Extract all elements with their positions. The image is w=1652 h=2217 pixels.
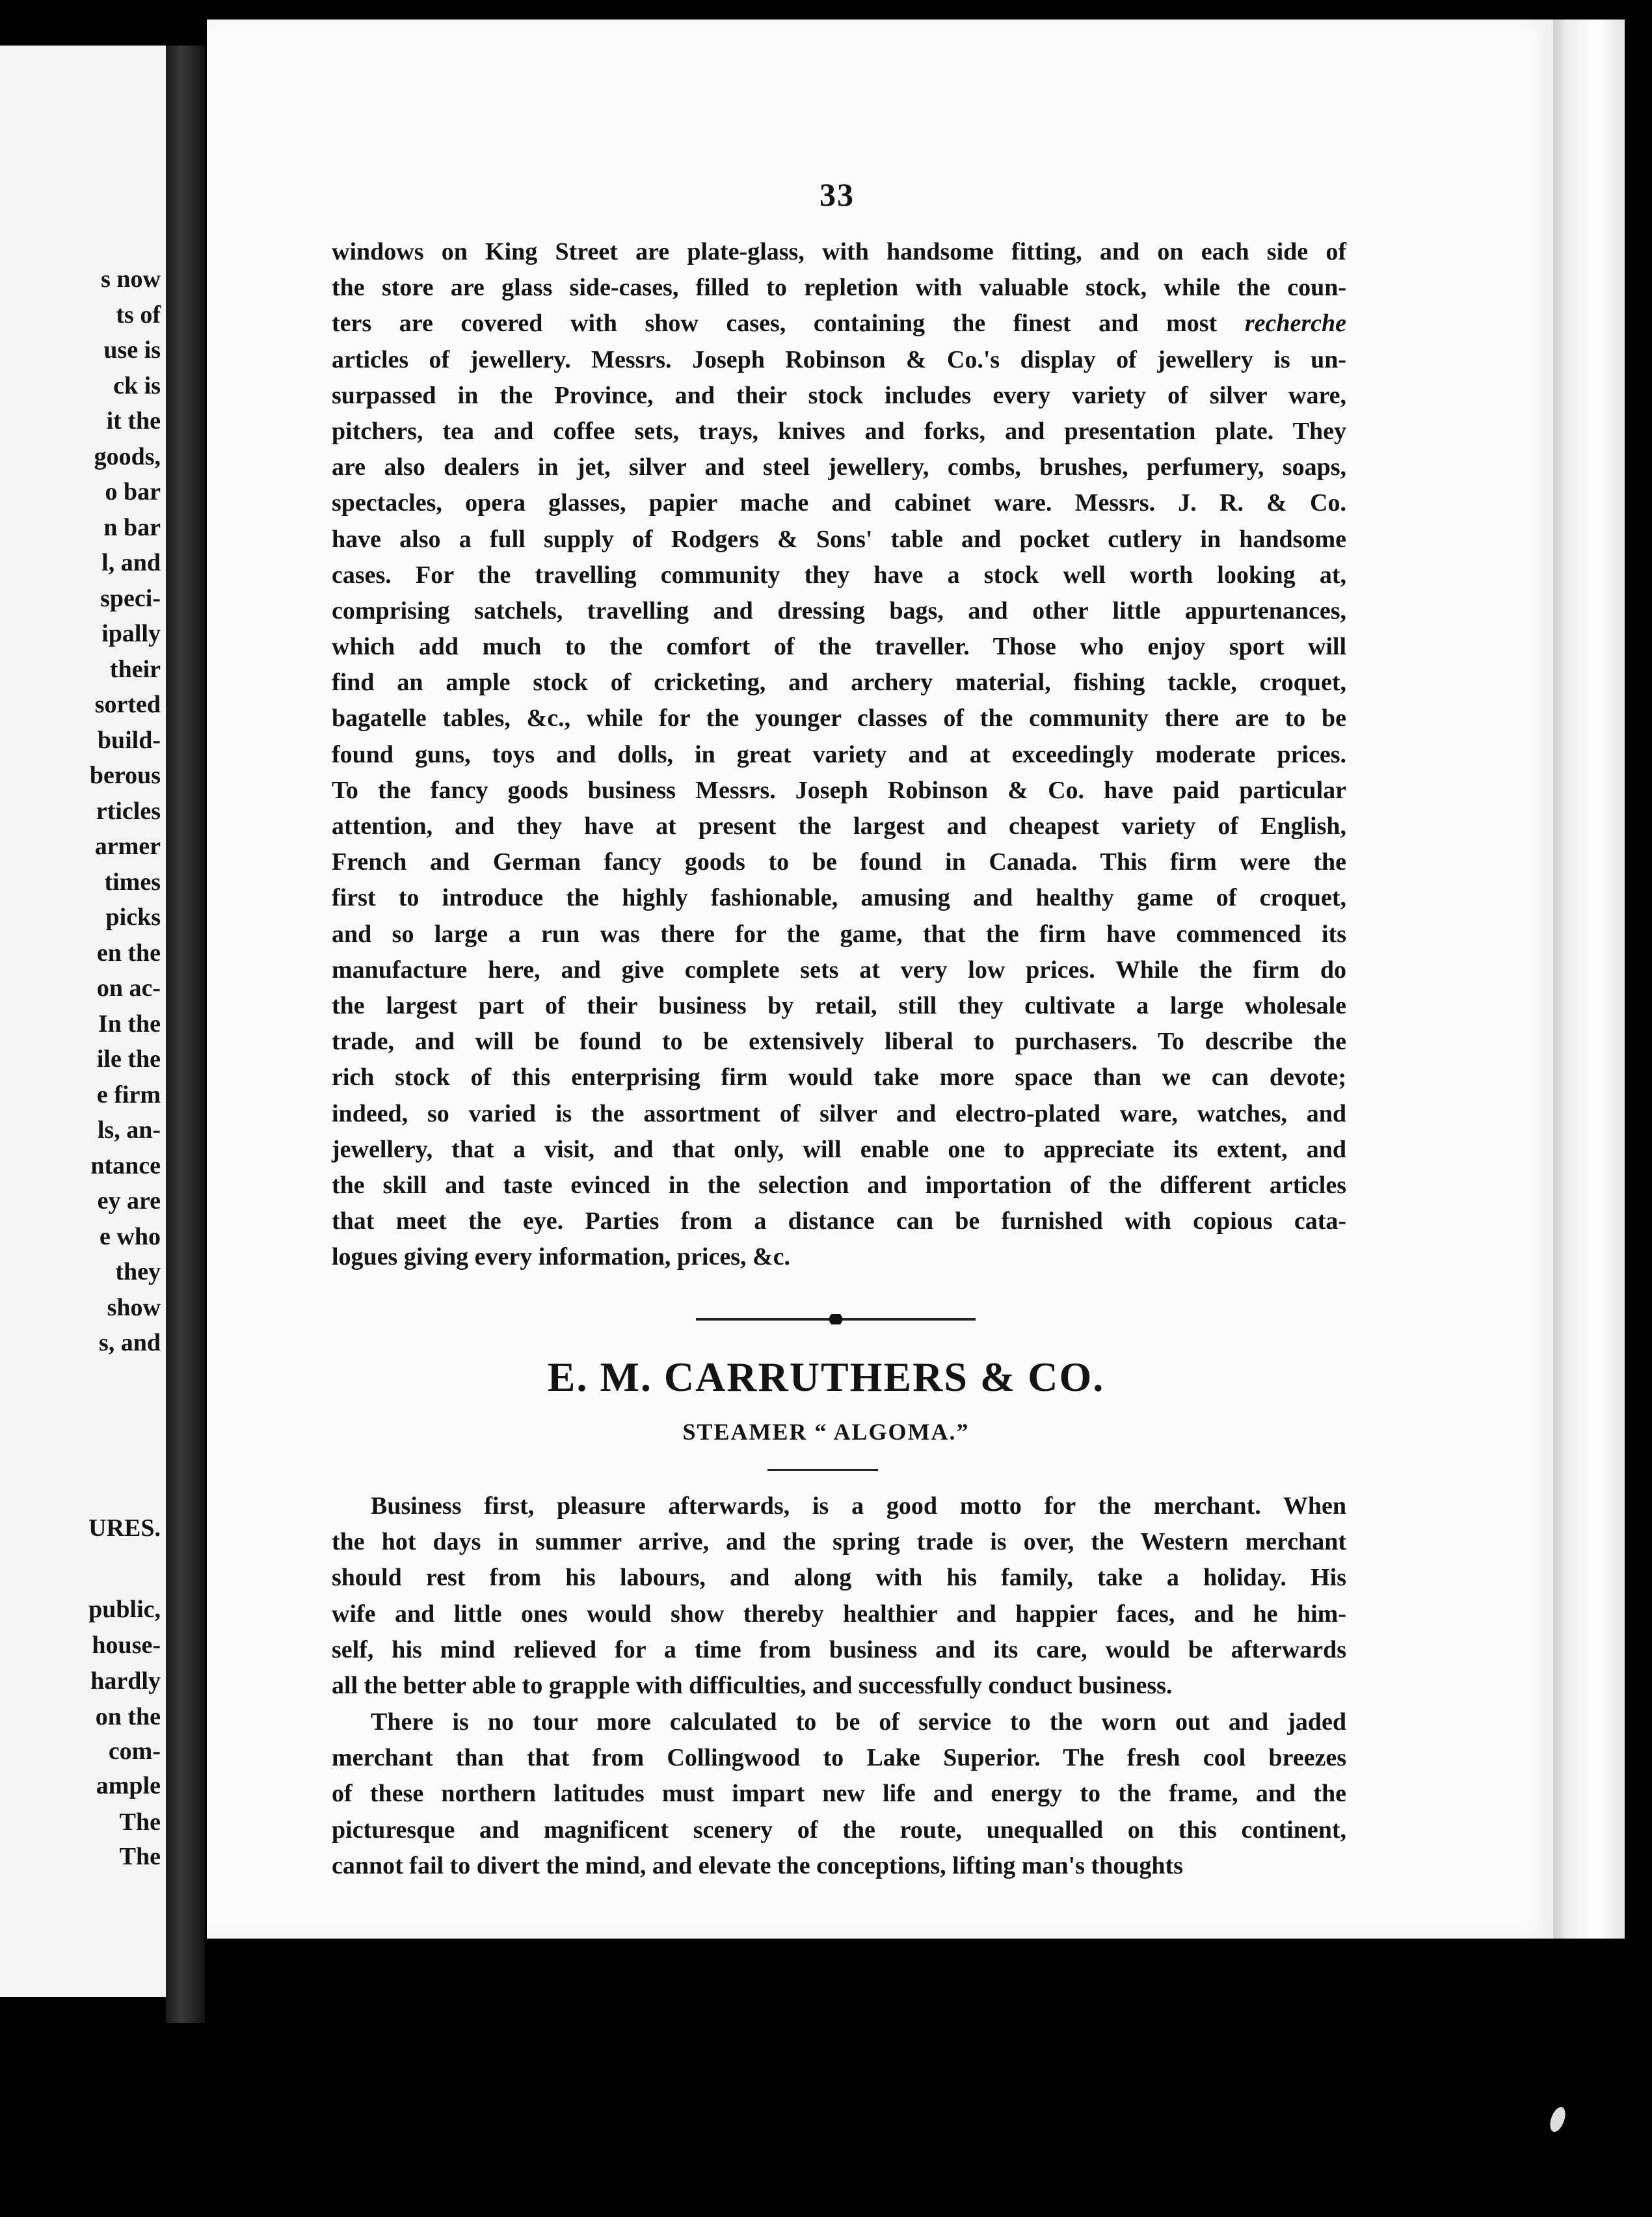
- text-line: ters are covered with show cases, containing the finest and most recherche: [332, 310, 1346, 338]
- left-page-line: ls, an-: [97, 1116, 161, 1144]
- left-page-line: berous: [89, 762, 161, 789]
- text-line: comprising satchels, travelling and dressing bags, and other little appurtenances,: [332, 597, 1346, 625]
- left-page-line: sorted: [94, 691, 161, 718]
- left-page-line: l, and: [101, 549, 161, 576]
- text-line: and so large a run was there for the game, that the firm have commenced its: [332, 920, 1346, 948]
- left-page-line: house-: [92, 1632, 161, 1659]
- left-page-line: ample: [96, 1772, 161, 1799]
- left-page-line: URES.: [88, 1514, 161, 1542]
- left-page-line: com-: [108, 1738, 161, 1765]
- text-line: picturesque and magnificent scenery of the route, unequalled on this continent,: [332, 1816, 1346, 1844]
- text-line: attention, and they have at present the largest and cheapest variety of English,: [332, 813, 1346, 840]
- left-page-line: build-: [97, 726, 161, 754]
- text-line: rich stock of this enterprising firm would take more space than we can devote;: [332, 1064, 1346, 1092]
- text-line: trade, and will be found to be extensively liberal to purchasers. To describe the: [332, 1028, 1346, 1056]
- left-page-line: their: [109, 655, 161, 683]
- ornamental-divider: [696, 1318, 976, 1321]
- left-page-line: s, and: [98, 1329, 161, 1356]
- text-line: have also a full supply of Rodgers & Sons' table and pocket cutlery in handsome: [332, 525, 1346, 553]
- left-page-line: ile the: [96, 1045, 161, 1073]
- page-number: 33: [819, 176, 855, 213]
- text-line: French and German fancy goods to be found in Canada. This firm were the: [332, 848, 1346, 876]
- text-line: manufacture here, and give complete sets at very low prices. While the firm do: [332, 956, 1346, 984]
- text-line: found guns, toys and dolls, in great variety and at exceedingly moderate prices.: [332, 740, 1346, 768]
- text-line: the hot days in summer arrive, and the spring trade is over, the Western merchant: [332, 1528, 1346, 1556]
- text-line: find an ample stock of cricketing, and archery material, fishing tackle, croquet,: [332, 669, 1346, 697]
- left-page-line: ts of: [116, 301, 161, 329]
- text-line: all the better able to grapple with difficulties, and successfully conduct business.: [332, 1671, 1173, 1699]
- left-page-line: hardly: [90, 1667, 161, 1695]
- page-edge: [1553, 20, 1625, 1939]
- left-page-line: ipally: [101, 620, 161, 647]
- left-page-line: rticles: [96, 797, 161, 825]
- section-title: E. M. CARRUTHERS & CO.: [547, 1354, 1105, 1400]
- left-page-line: n bar: [103, 513, 161, 541]
- paragraph-business-first: [332, 1488, 1346, 1704]
- section-subtitle: STEAMER “ ALGOMA.”: [682, 1419, 970, 1445]
- paragraph-tour: [332, 1704, 1346, 1884]
- text-line: the store are glass side-cases, filled to repletion with valuable stock, while the coun-: [332, 274, 1346, 302]
- left-page-line: o bar: [105, 478, 161, 505]
- left-page-line: on the: [95, 1703, 161, 1730]
- text-line: which add much to the comfort of the traveller. Those who enjoy sport will: [332, 633, 1346, 661]
- left-page-line: public,: [88, 1596, 161, 1623]
- left-page-line: e firm: [96, 1081, 161, 1108]
- text-line: spectacles, opera glasses, papier mache and cabinet ware. Messrs. J. R. & Co.: [332, 489, 1346, 517]
- paper-speck: [1547, 2105, 1568, 2134]
- left-facing-page: [0, 46, 166, 1997]
- text-line: bagatelle tables, &c., while for the younger classes of the community there are to be: [332, 705, 1346, 732]
- text-line: windows on King Street are plate-glass, with handsome fitting, and on each side of: [332, 238, 1346, 265]
- text-line: merchant than that from Collingwood to Lake Superior. The fresh cool breezes: [332, 1744, 1346, 1772]
- left-page-line: times: [104, 868, 161, 896]
- text-line: articles of jewellery. Messrs. Joseph Robinson & Co.'s display of jewellery is un-: [332, 345, 1346, 373]
- left-page-line: The: [119, 1843, 161, 1870]
- left-page-line: en the: [96, 939, 161, 967]
- text-line: self, his mind relieved for a time from business and its care, would be afterwards: [332, 1635, 1346, 1663]
- text-line: should rest from his labours, and along with his family, take a holiday. His: [332, 1564, 1346, 1592]
- text-line: indeed, so varied is the assortment of silver and electro-plated ware, watches, and: [332, 1099, 1346, 1127]
- left-page-line: armer: [94, 833, 161, 860]
- text-line: wife and little ones would show thereby healthier and happier faces, and he him-: [332, 1600, 1346, 1628]
- left-page-line: it the: [106, 407, 161, 435]
- left-page-line: goods,: [94, 442, 161, 470]
- paragraph-jewellery: [332, 234, 1346, 1275]
- left-page-line: speci-: [100, 584, 161, 612]
- text-line: first to introduce the highly fashionable, amusing and healthy game of croquet,: [332, 884, 1346, 912]
- left-page-line: ey are: [97, 1187, 161, 1215]
- text-line: cannot fail to divert the mind, and elevate the conceptions, lifting man's thoughts: [332, 1851, 1183, 1879]
- text-line: cases. For the travelling community they have a stock well worth looking at,: [332, 561, 1346, 589]
- text-line: There is no tour more calculated to be of service to the worn out and jaded: [371, 1708, 1346, 1736]
- left-page-line: s now: [101, 265, 161, 293]
- text-line: that meet the eye. Parties from a distance can be furnished with copious cata-: [332, 1207, 1346, 1235]
- text-line: the skill and taste evinced in the selection and importation of the different articles: [332, 1171, 1346, 1199]
- left-page-line: they: [115, 1258, 161, 1285]
- left-page-line: The: [119, 1808, 161, 1836]
- short-divider: [767, 1469, 878, 1471]
- left-page-line: e who: [100, 1222, 161, 1250]
- left-page-line: ntance: [90, 1151, 161, 1179]
- text-line: the largest part of their business by retail, still they cultivate a large wholesale: [332, 991, 1346, 1019]
- left-page-line: ck is: [113, 371, 161, 399]
- italic-word: recherche: [1244, 310, 1346, 338]
- text-line: of these northern latitudes must impart new life and energy to the frame, and the: [332, 1780, 1346, 1808]
- left-page-line: picks: [105, 904, 161, 931]
- left-page-line: show: [107, 1293, 161, 1321]
- text-line: pitchers, tea and coffee sets, trays, knives and forks, and presentation plate. They: [332, 417, 1346, 445]
- text-line: jewellery, that a visit, and that only, will enable one to appreciate its extent, and: [332, 1135, 1346, 1163]
- left-page-line: In the: [98, 1010, 161, 1038]
- text-line: Business first, pleasure afterwards, is a good motto for the merchant. When: [371, 1492, 1346, 1520]
- text-line: are also dealers in jet, silver and steel jewellery, combs, brushes, perfumery, soaps,: [332, 453, 1346, 481]
- text-line: To the fancy goods business Messrs. Joseph Robinson & Co. have paid particular: [332, 776, 1346, 804]
- text-line: surpassed in the Province, and their stock includes every variety of silver ware,: [332, 381, 1346, 409]
- text-line: logues giving every information, prices, &c.: [332, 1243, 791, 1271]
- left-page-line: on ac-: [96, 974, 161, 1002]
- left-page-line: use is: [103, 336, 161, 364]
- book-spine: [166, 46, 205, 2023]
